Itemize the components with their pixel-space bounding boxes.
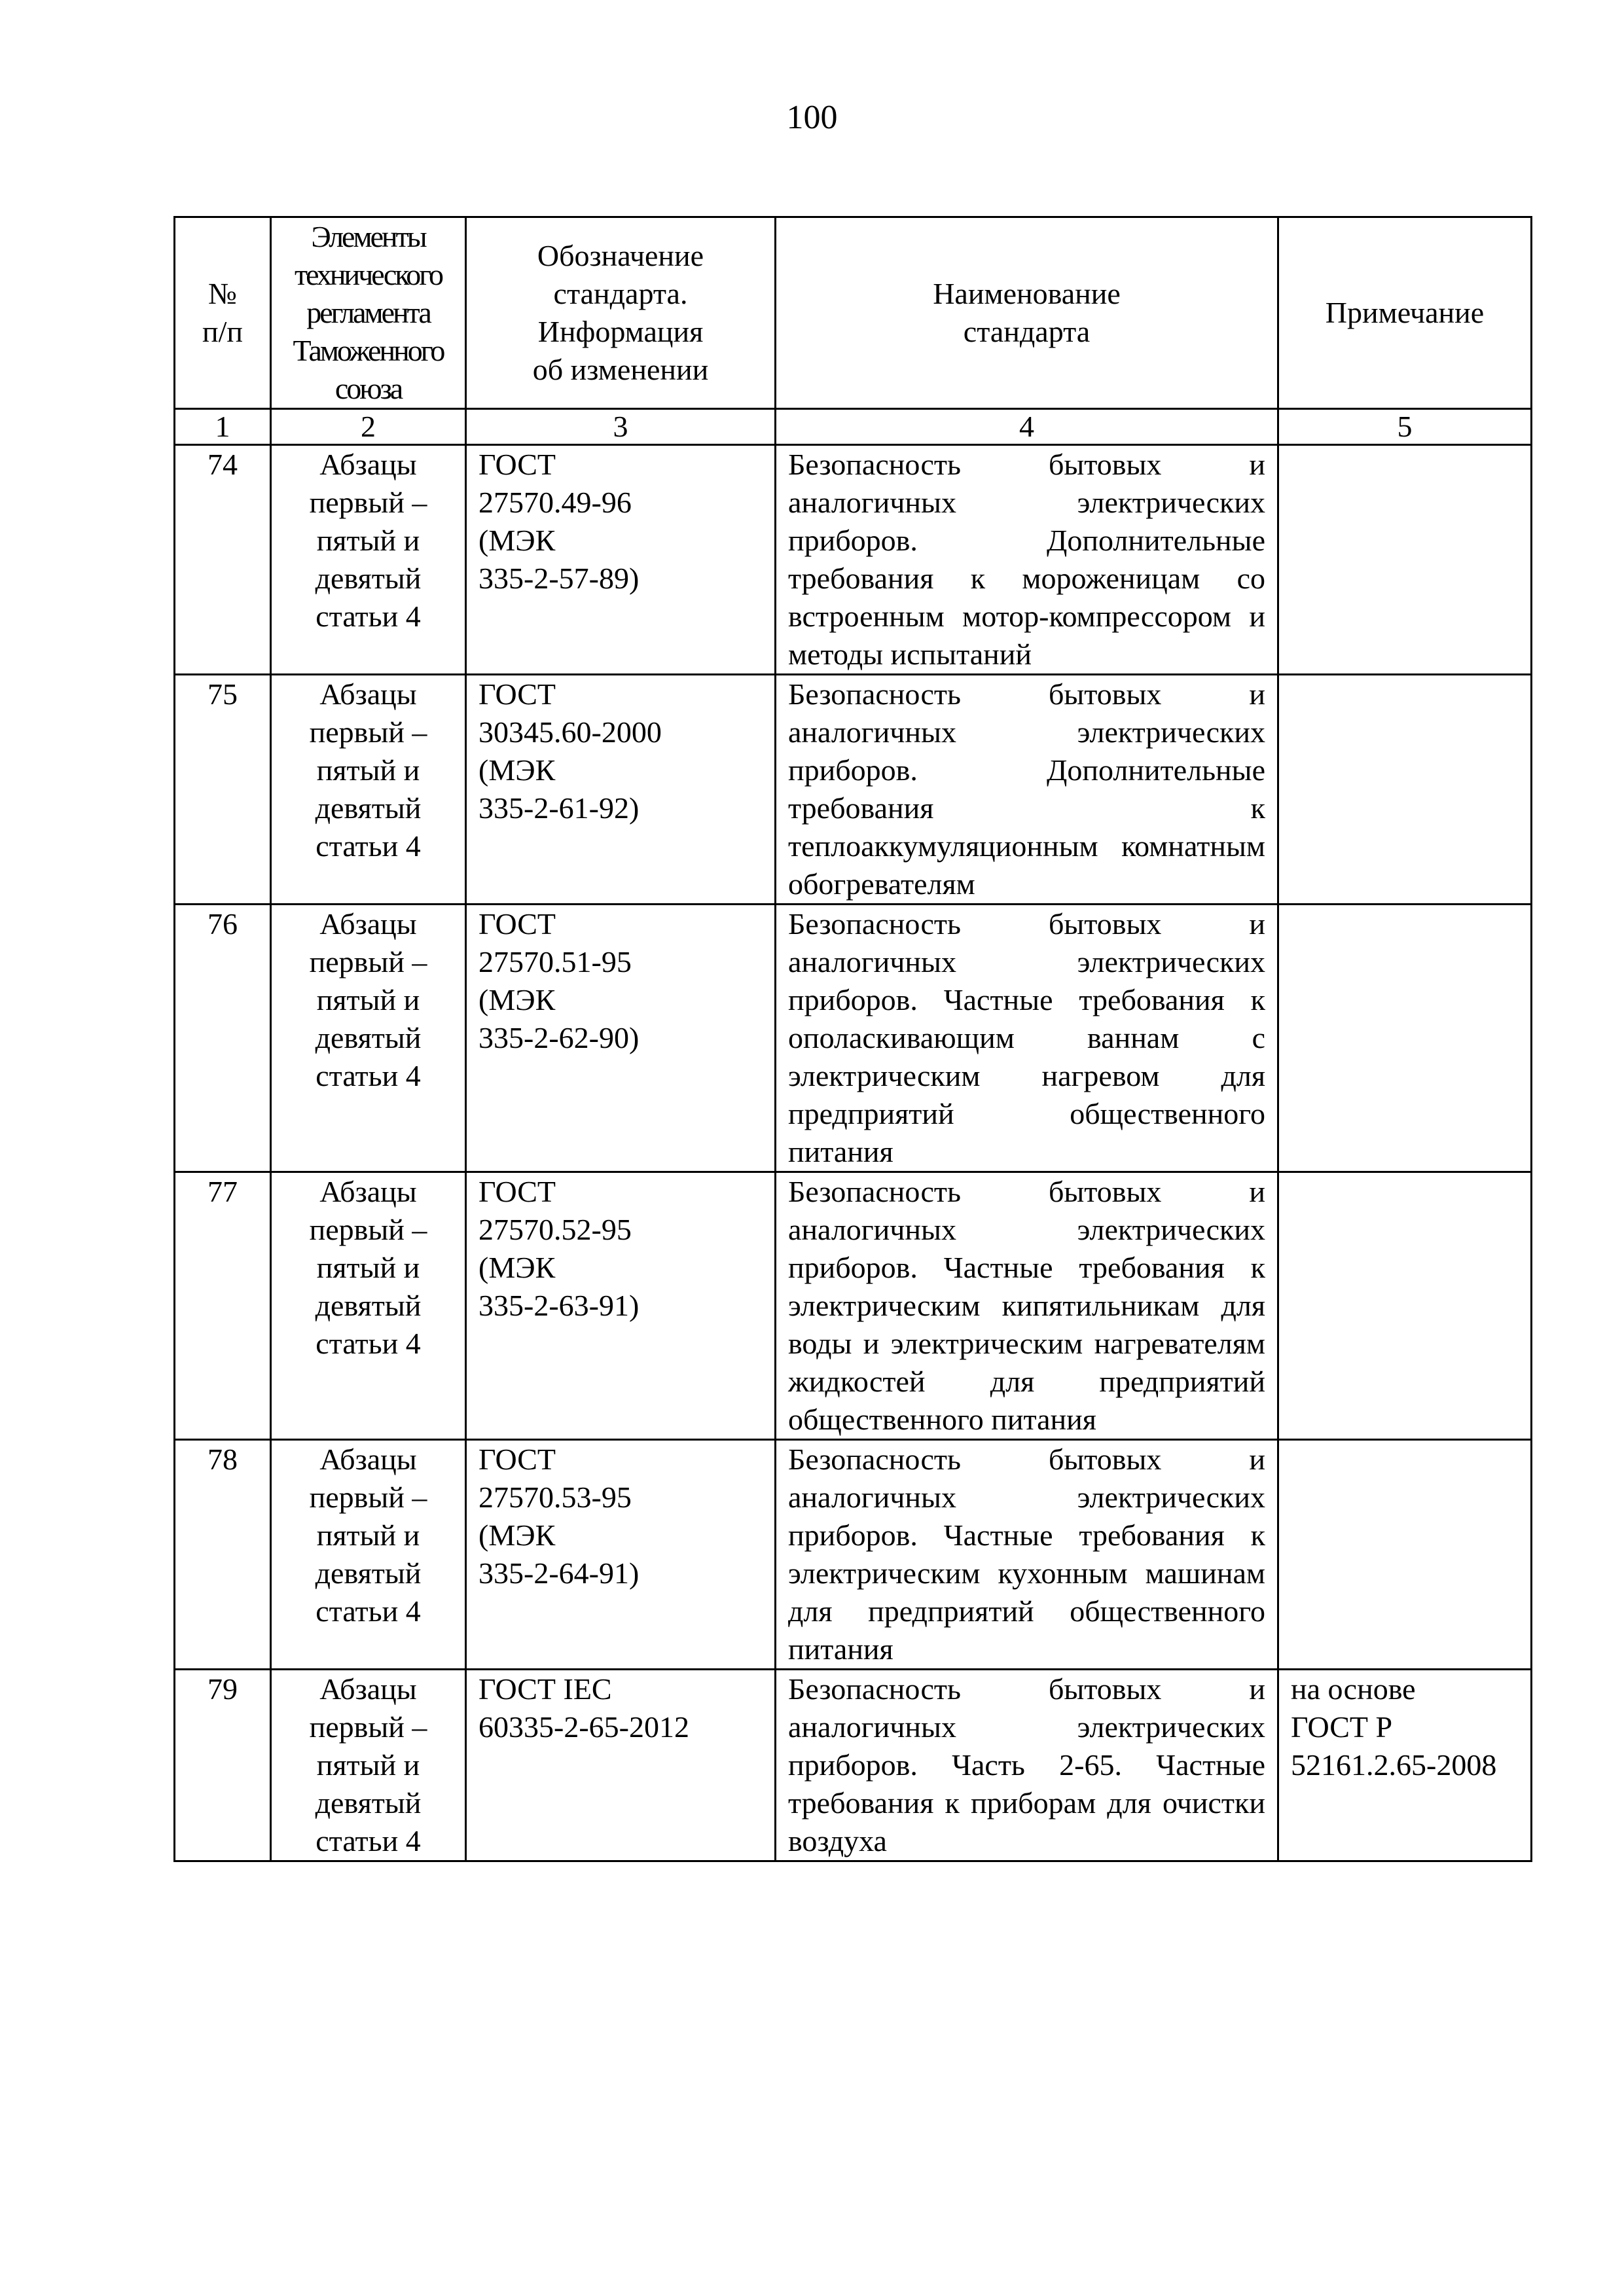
row-standard-code: ГОСТ 27570.52-95 (МЭК 335-2-63-91) <box>466 1172 776 1440</box>
row-elements: Абзацы первый – пятый и девятый статьи 4 <box>271 445 466 675</box>
page-number: 100 <box>786 99 838 136</box>
row-note: на основе ГОСТ Р 52161.2.65-2008 <box>1278 1670 1532 1861</box>
table-row <box>175 1172 1532 1440</box>
row-elements: Абзацы первый – пятый и девятый статьи 4 <box>271 675 466 905</box>
row-number: 79 <box>175 1670 271 1861</box>
row-note <box>1278 675 1532 905</box>
row-number: 77 <box>175 1172 271 1440</box>
row-number: 76 <box>175 905 271 1172</box>
row-standard-code: ГОСТ IEC 60335-2-65-2012 <box>466 1670 776 1861</box>
table-row <box>175 445 1532 675</box>
column-number: 1 <box>175 409 271 445</box>
row-standard-code: ГОСТ 27570.49-96 (МЭК 335-2-57-89) <box>466 445 776 675</box>
header-elements: Элементы технического регламента Таможенного союза <box>271 217 466 409</box>
row-standard-code: ГОСТ 30345.60-2000 (МЭК 335-2-61-92) <box>466 675 776 905</box>
row-elements: Абзацы первый – пятый и девятый статьи 4 <box>271 905 466 1172</box>
row-number: 75 <box>175 675 271 905</box>
column-number: 4 <box>776 409 1278 445</box>
row-standard-code: ГОСТ 27570.53-95 (МЭК 335-2-64-91) <box>466 1440 776 1670</box>
column-number: 2 <box>271 409 466 445</box>
row-standard-name: Безопасность бытовых и аналогичных электрических приборов. Частные требования к электрическим кухонным машинам для предприятий общественного питания <box>776 1440 1278 1670</box>
header-code: Обозначение стандарта. Информация об изменении <box>466 217 776 409</box>
column-number: 5 <box>1278 409 1532 445</box>
table-row <box>175 1440 1532 1670</box>
row-note <box>1278 905 1532 1172</box>
header-note: Примечание <box>1278 217 1532 409</box>
standards-table <box>173 216 1532 1862</box>
row-standard-name: Безопасность бытовых и аналогичных электрических приборов. Часть 2-65. Частные требования к приборам для очистки воздуха <box>776 1670 1278 1861</box>
column-number-row <box>175 409 1532 445</box>
row-standard-name: Безопасность бытовых и аналогичных электрических приборов. Частные требования к ополаскивающим ваннам с электрическим нагревом для предприятий общественного питания <box>776 905 1278 1172</box>
header-name: Наименование стандарта <box>776 217 1278 409</box>
row-standard-code: ГОСТ 27570.51-95 (МЭК 335-2-62-90) <box>466 905 776 1172</box>
row-elements: Абзацы первый – пятый и девятый статьи 4 <box>271 1670 466 1861</box>
row-number: 74 <box>175 445 271 675</box>
header-num: № п/п <box>175 217 271 409</box>
header-row <box>175 217 1532 409</box>
table-row <box>175 1670 1532 1861</box>
row-standard-name: Безопасность бытовых и аналогичных электрических приборов. Дополнительные требования к мороженицам со встроенным мотор-компрессором и методы испытаний <box>776 445 1278 675</box>
row-number: 78 <box>175 1440 271 1670</box>
row-note <box>1278 445 1532 675</box>
row-standard-name: Безопасность бытовых и аналогичных электрических приборов. Дополнительные требования к теплоаккумуляционным комнатным обогревателям <box>776 675 1278 905</box>
row-note <box>1278 1440 1532 1670</box>
table-row <box>175 905 1532 1172</box>
row-elements: Абзацы первый – пятый и девятый статьи 4 <box>271 1440 466 1670</box>
table-row <box>175 675 1532 905</box>
row-standard-name: Безопасность бытовых и аналогичных электрических приборов. Частные требования к электрическим кипятильникам для воды и электрическим нагревателям жидкостей для предприятий общественного питания <box>776 1172 1278 1440</box>
column-number: 3 <box>466 409 776 445</box>
row-elements: Абзацы первый – пятый и девятый статьи 4 <box>271 1172 466 1440</box>
row-note <box>1278 1172 1532 1440</box>
